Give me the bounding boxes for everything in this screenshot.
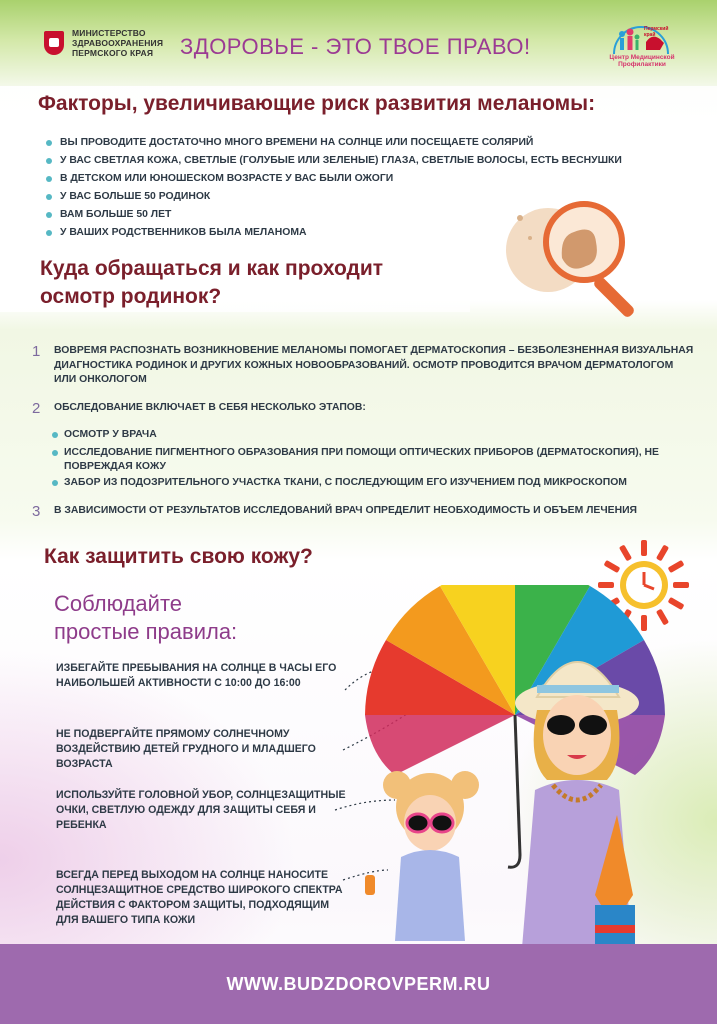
rule-text: НЕ ПОДВЕРГАЙТЕ ПРЯМОМУ СОЛНЕЧНОМУ ВОЗДЕЙСТВИЮ ДЕТЕЙ ГРУДНОГО И МЛАДШЕГО ВОЗРАСТА — [56, 728, 316, 770]
list-item: В ДЕТСКОМ ИЛИ ЮНОШЕСКОМ ВОЗРАСТЕ У ВАС БЫЛИ ОЖОГИ — [46, 170, 622, 188]
risk-factors-title: Факторы, увеличивающие риск развития меланомы: — [38, 92, 596, 115]
list-item: ИССЛЕДОВАНИЕ ПИГМЕНТНОГО ОБРАЗОВАНИЯ ПРИ ПОМОЩИ ОПТИЧЕСКИХ ПРИБОРОВ (ДЕРМАТОСКОПИЯ), НЕ ПОВРЕЖДАЯ КОЖУ — [52, 446, 682, 474]
mother-child-umbrella-illustration — [325, 585, 717, 960]
step-number: 2 — [32, 400, 41, 417]
rules-title: Соблюдайте простые правила: — [54, 591, 238, 644]
header — [0, 0, 717, 92]
rule-text: ВСЕГДА ПЕРЕД ВЫХОДОМ НА СОЛНЦЕ НАНОСИТЕ СОЛНЦЕЗАЩИТНОЕ СРЕДСТВО ШИРОКОГО СПЕКТРА ДЕЙСТВИЯ С ФАКТОРОМ ЗАЩИТЫ, ПОДХОДЯЩИМ ДЛЯ ВАШЕГО ТИПА КОЖИ — [56, 869, 343, 926]
step-number: 3 — [32, 503, 41, 520]
ministry-logo — [44, 28, 163, 58]
magnifier-mole-icon — [500, 198, 670, 328]
center-logo-region: Пермский край — [644, 26, 669, 38]
website-url[interactable]: WWW.BUDZDOROVPERM.RU — [226, 974, 491, 994]
exam-title: Куда обращаться и как проходит осмотр родинок? — [40, 257, 384, 308]
perm-crest-icon — [44, 31, 64, 55]
protect-title: Как защитить свою кожу? — [44, 545, 313, 568]
list-item: ВЫ ПРОВОДИТЕ ДОСТАТОЧНО МНОГО ВРЕМЕНИ НА СОЛНЦЕ ИЛИ ПОСЕЩАЕТЕ СОЛЯРИЙ — [46, 134, 622, 152]
medical-prevention-center-name: Центр Медицинской Профилактики — [609, 54, 675, 68]
list-item: У ВАС БОЛЬШЕ 50 РОДИНОК — [46, 188, 622, 206]
ministry-name: МИНИСТЕРСТВО ЗДРАВООХРАНЕНИЯ ПЕРМСКОГО КРАЯ — [72, 28, 164, 58]
slogan: ЗДОРОВЬЕ - ЭТО ТВОЕ ПРАВО! — [180, 34, 531, 59]
list-item: У ВАС СВЕТЛАЯ КОЖА, СВЕТЛЫЕ (ГОЛУБЫЕ ИЛИ ЗЕЛЕНЫЕ) ГЛАЗА, СВЕТЛЫЕ ВОЛОСЫ, ЕСТЬ ВЕСНУШКИ — [46, 152, 622, 170]
step-text: В ЗАВИСИМОСТИ ОТ РЕЗУЛЬТАТОВ ИССЛЕДОВАНИЙ ВРАЧ ОПРЕДЕЛИТ НЕОБХОДИМОСТЬ И ОБЪЕМ ЛЕЧЕНИЯ — [54, 505, 638, 516]
list-item: ЗАБОР ИЗ ПОДОЗРИТЕЛЬНОГО УЧАСТКА ТКАНИ, С ПОСЛЕДУЮЩИМ ЕГО ИЗУЧЕНИЕМ ПОД МИКРОСКОПОМ — [52, 476, 682, 490]
list-item: ВАМ БОЛЬШЕ 50 ЛЕТ — [46, 206, 622, 224]
rule-text: ИЗБЕГАЙТЕ ПРЕБЫВАНИЯ НА СОЛНЦЕ В ЧАСЫ ЕГО НАИБОЛЬШЕЙ АКТИВНОСТИ С 10:00 ДО 16:00 — [56, 662, 337, 689]
step-text: ВОВРЕМЯ РАСПОЗНАТЬ ВОЗНИКНОВЕНИЕ МЕЛАНОМЫ ПОМОГАЕТ ДЕРМАТОСКОПИЯ – БЕЗБОЛЕЗНЕННАЯ ВИЗУАЛЬНАЯ ДИАГНОСТИКА РОДИНОК И ДРУГИХ КОЖНЫХ НОВООБРАЗОВАНИЙ. ОСМОТР ПРОВОДИТСЯ ВРАЧОМ ДЕРМАТОЛОГОМ ИЛИ ОНКОЛОГОМ — [54, 345, 694, 385]
list-item: У ВАШИХ РОДСТВЕННИКОВ БЫЛА МЕЛАНОМА — [46, 224, 622, 242]
step-text: ОБСЛЕДОВАНИЕ ВКЛЮЧАЕТ В СЕБЯ НЕСКОЛЬКО ЭТАПОВ: — [54, 402, 366, 413]
footer-band — [0, 944, 717, 1024]
step-number: 1 — [32, 343, 41, 360]
list-item: ОСМОТР У ВРАЧА — [52, 428, 682, 442]
rule-text: ИСПОЛЬЗУЙТЕ ГОЛОВНОЙ УБОР, СОЛНЦЕЗАЩИТНЫЕ ОЧКИ, СВЕТЛУЮ ОДЕЖДУ ДЛЯ ЗАЩИТЫ СЕБЯ И РЕБЕНКА — [56, 789, 346, 831]
